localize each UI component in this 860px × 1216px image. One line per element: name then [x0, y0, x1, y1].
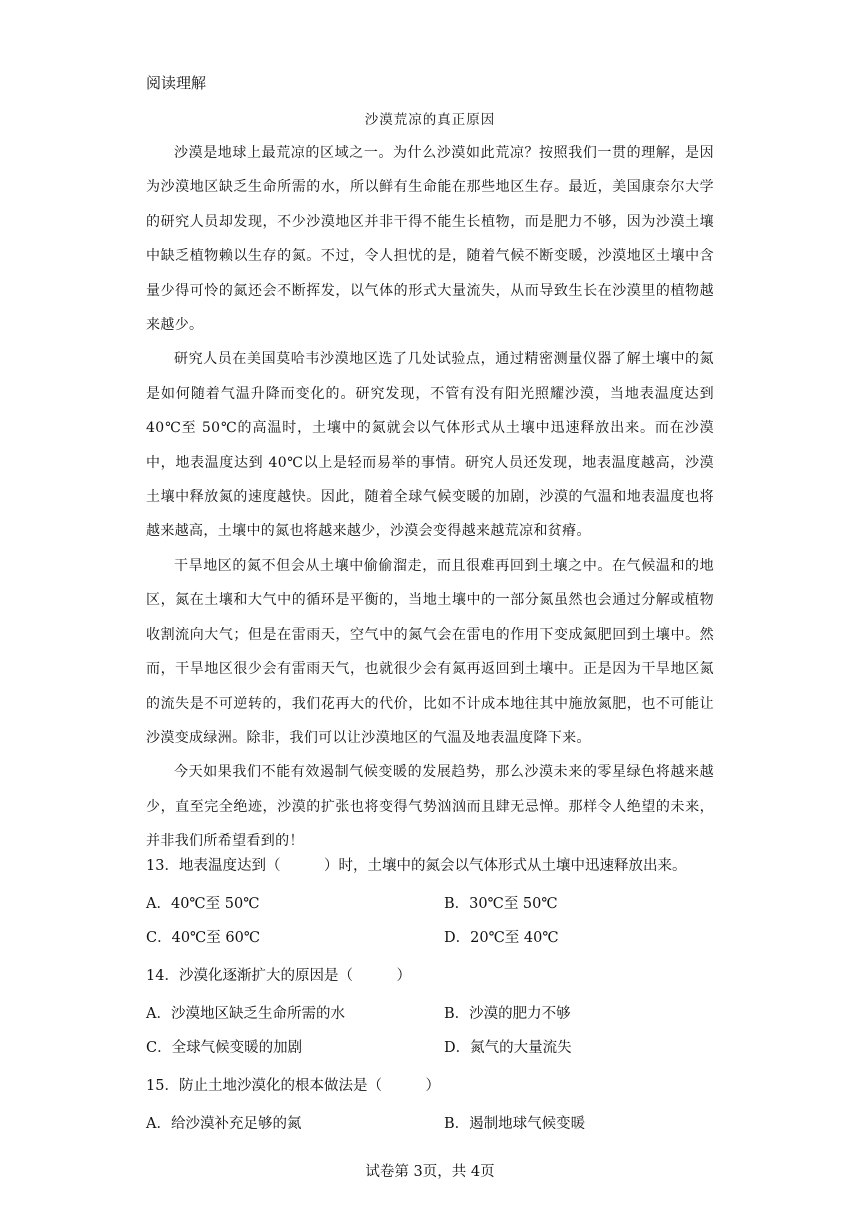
- option-b[interactable]: B．遏制地球气候变暖: [444, 1116, 586, 1132]
- option-d[interactable]: D．氮气的大量流失: [444, 1040, 572, 1056]
- option-c[interactable]: C．40℃至 60℃: [146, 930, 261, 946]
- question-13: [146, 849, 746, 955]
- question-stem: 15．防止土地沙漠化的根本做法是（ ）: [146, 1078, 440, 1094]
- section-label: 阅读理解: [146, 74, 207, 92]
- paragraph: 干旱地区的氮不但会从土壤中偷偷溜走，而且很难再回到土壤之中。在气候温和的地区，氮在土壤和大气中的循环是平衡的，当地土壤中的一部分氮虽然也会通过分解或植物收割流向大气；但是在雷雨天，空气中的氮气会在雷电的作用下变成氮肥回到土壤中。然而，干旱地区很少会有雷雨天气，也就很少会有氮再返回到土壤中。正是因为干旱地区氮的流失是不可逆转的，我们花再大的代价，比如不计成本地往其中施放氮肥，也不可能让沙漠变成绿洲。除非，我们可以让沙漠地区的气温及地表温度降下来。: [146, 557, 714, 746]
- question-stem: 13．地表温度达到（ ）时，土壤中的氮会以气体形式从土壤中迅速释放出来。: [146, 858, 687, 874]
- passage-title: 沙漠荒凉的真正原因: [364, 112, 496, 128]
- option-group: [146, 997, 746, 1065]
- option-a[interactable]: A．沙漠地区缺乏生命所需的水: [146, 1006, 345, 1022]
- paragraph: 研究人员在美国莫哈韦沙漠地区选了几处试验点，通过精密测量仪器了解土壤中的氮是如何随着气温升降而变化的。研究发现，不管有没有阳光照耀沙漠，当地表温度达到 40℃至 50℃的高温时，土壤中的氮就会以气体形式从土壤中迅速释放出来。而在沙漠中，地表温度达到 40℃以上是轻而易举的事情。研究人员还发现，地表温度越高，沙漠土壤中释放氮的速度越快。因此，随着全球气候变暖的加剧，沙漠的气温和地表温度也将越来越高，土壤中的氮也将越来越少，沙漠会变得越来越荒凉和贫瘠。: [146, 351, 714, 540]
- question-14: [146, 959, 746, 1065]
- option-a[interactable]: A．给沙漠补充足够的氮: [146, 1116, 302, 1132]
- option-a[interactable]: A．40℃至 50℃: [146, 896, 260, 912]
- question-stem: 14．沙漠化逐渐扩大的原因是（ ）: [146, 968, 411, 984]
- question-list: [146, 849, 746, 1145]
- paragraph: 今天如果我们不能有效遏制气候变暖的发展趋势，那么沙漠未来的零星绿色将越来越少，直至完全绝迹，沙漠的扩张也将变得气势汹汹而且肆无忌惮。那样令人绝望的未来，并非我们所希望看到的！: [146, 764, 714, 850]
- option-b[interactable]: B．沙漠的肥力不够: [444, 1006, 571, 1022]
- option-c[interactable]: C．全球气候变暖的加剧: [146, 1040, 303, 1056]
- question-15: [146, 1069, 746, 1141]
- option-b[interactable]: B．30℃至 50℃: [444, 896, 558, 912]
- page-footer: 试卷第 3页，共 4页: [365, 1164, 495, 1180]
- option-group: [146, 887, 746, 955]
- passage: [146, 136, 714, 859]
- option-d[interactable]: D．20℃至 40℃: [444, 930, 559, 946]
- paragraph: 沙漠是地球上最荒凉的区域之一。为什么沙漠如此荒凉？按照我们一贯的理解，是因为沙漠地区缺乏生命所需的水，所以鲜有生命能在那些地区生存。最近，美国康奈尔大学的研究人员却发现，不少沙漠地区并非干得不能生长植物，而是肥力不够，因为沙漠土壤中缺乏植物赖以生存的氮。不过，令人担忧的是，随着气候不断变暖，沙漠地区土壤中含量少得可怜的氮还会不断挥发，以气体的形式大量流失，从而导致生长在沙漠里的植物越来越少。: [146, 145, 714, 334]
- option-group: [146, 1107, 746, 1141]
